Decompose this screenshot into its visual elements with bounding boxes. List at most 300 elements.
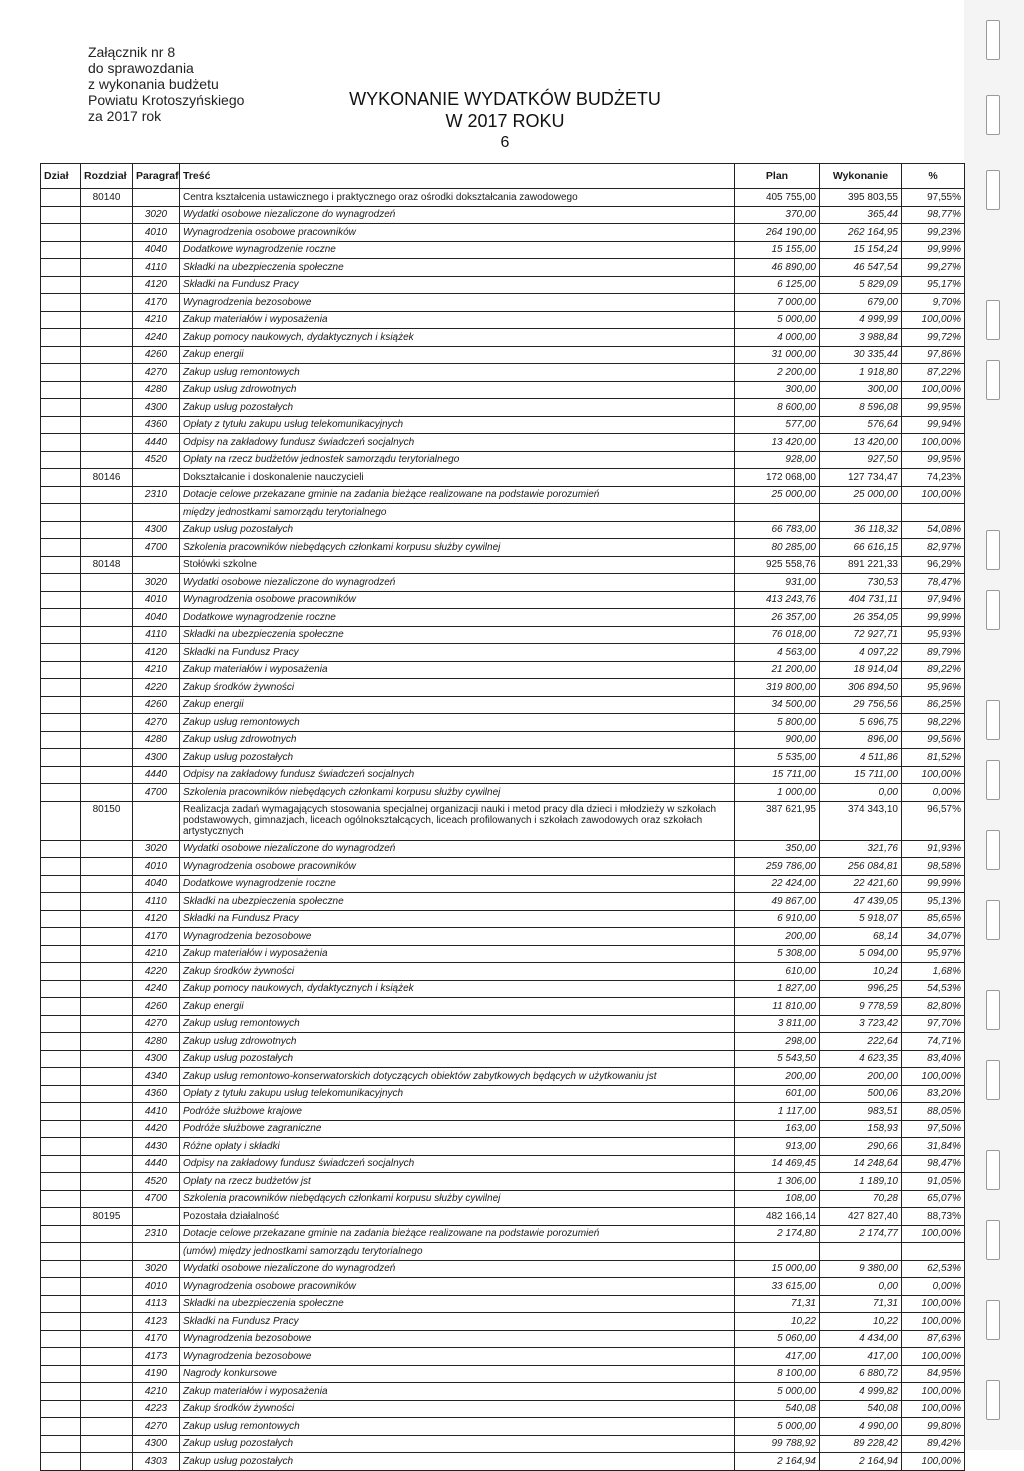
cell-percent: 89,42% (902, 1435, 965, 1453)
cell-dzial (41, 679, 81, 697)
cell-paragraf: 4223 (133, 1400, 180, 1418)
cell-percent: 97,50% (902, 1120, 965, 1138)
table-row (41, 1225, 965, 1243)
cell-tresc: Zakup energii (180, 346, 735, 364)
cell-wykonanie: 891 221,33 (820, 556, 902, 574)
cell-dzial (41, 714, 81, 732)
binding-mark (986, 700, 1000, 740)
cell-plan: 413 243,76 (735, 591, 820, 609)
cell-wykonanie: 5 918,07 (820, 910, 902, 928)
cell-tresc: Wynagrodzenia bezosobowe (180, 1330, 735, 1348)
cell-plan: 925 558,76 (735, 556, 820, 574)
cell-tresc: Zakup energii (180, 696, 735, 714)
cell-paragraf (133, 1243, 180, 1261)
cell-rozdzial: 80148 (81, 556, 133, 574)
cell-rozdzial (81, 1348, 133, 1366)
cell-tresc: Dotacje celowe przekazane gminie na zadania bieżące realizowane na podstawie porozumień (180, 486, 735, 504)
cell-percent (902, 1243, 965, 1261)
cell-percent: 98,47% (902, 1155, 965, 1173)
cell-dzial (41, 1085, 81, 1103)
cell-paragraf: 4700 (133, 784, 180, 802)
cell-percent: 98,22% (902, 714, 965, 732)
cell-paragraf (133, 801, 180, 840)
cell-dzial (41, 1103, 81, 1121)
cell-tresc: Zakup usług remontowych (180, 364, 735, 382)
cell-wykonanie: 70,28 (820, 1190, 902, 1208)
cell-dzial (41, 1050, 81, 1068)
cell-dzial (41, 1453, 81, 1471)
table-row (41, 609, 965, 627)
cell-wykonanie: 321,76 (820, 840, 902, 858)
cell-paragraf: 4120 (133, 910, 180, 928)
binding-mark (986, 170, 1000, 210)
attachment-line: Załącznik nr 8 (88, 44, 176, 60)
cell-percent: 100,00% (902, 766, 965, 784)
cell-rozdzial (81, 259, 133, 277)
cell-wykonanie: 4 999,82 (820, 1383, 902, 1401)
cell-dzial (41, 539, 81, 557)
cell-dzial (41, 893, 81, 911)
cell-plan: 5 800,00 (735, 714, 820, 732)
cell-wykonanie: 262 164,95 (820, 224, 902, 242)
cell-wykonanie: 2 164,94 (820, 1453, 902, 1471)
cell-plan: 405 755,00 (735, 189, 820, 207)
cell-percent: 95,17% (902, 276, 965, 294)
cell-plan: 931,00 (735, 574, 820, 592)
cell-rozdzial (81, 928, 133, 946)
cell-plan: 15 711,00 (735, 766, 820, 784)
cell-percent: 99,99% (902, 609, 965, 627)
cell-percent: 100,00% (902, 381, 965, 399)
cell-dzial (41, 1190, 81, 1208)
cell-dzial (41, 364, 81, 382)
cell-wykonanie: 25 000,00 (820, 486, 902, 504)
cell-paragraf: 4440 (133, 766, 180, 784)
table-row (41, 1383, 965, 1401)
cell-percent: 99,80% (902, 1418, 965, 1436)
table-row (41, 980, 965, 998)
cell-rozdzial (81, 504, 133, 522)
cell-tresc: Zakup usług pozostałych (180, 1453, 735, 1471)
cell-percent: 100,00% (902, 1068, 965, 1086)
cell-paragraf: 4240 (133, 980, 180, 998)
cell-tresc: Zakup usług pozostałych (180, 1435, 735, 1453)
cell-paragraf: 4170 (133, 928, 180, 946)
cell-wykonanie: 8 596,08 (820, 399, 902, 417)
cell-percent: 89,79% (902, 644, 965, 662)
cell-wykonanie: 46 547,54 (820, 259, 902, 277)
cell-rozdzial (81, 840, 133, 858)
cell-dzial (41, 1138, 81, 1156)
cell-plan: 5 000,00 (735, 1418, 820, 1436)
cell-plan: 5 060,00 (735, 1330, 820, 1348)
cell-dzial (41, 1365, 81, 1383)
cell-plan: 601,00 (735, 1085, 820, 1103)
cell-paragraf: 4520 (133, 451, 180, 469)
cell-dzial (41, 224, 81, 242)
cell-rozdzial (81, 1050, 133, 1068)
binding-mark (986, 300, 1000, 340)
cell-percent: 78,47% (902, 574, 965, 592)
cell-dzial (41, 381, 81, 399)
cell-wykonanie: 4 434,00 (820, 1330, 902, 1348)
cell-wykonanie: 290,66 (820, 1138, 902, 1156)
cell-plan: 46 890,00 (735, 259, 820, 277)
cell-tresc: Dodatkowe wynagrodzenie roczne (180, 609, 735, 627)
cell-wykonanie: 540,08 (820, 1400, 902, 1418)
cell-plan: 7 000,00 (735, 294, 820, 312)
cell-dzial (41, 980, 81, 998)
cell-wykonanie: 4 999,99 (820, 311, 902, 329)
table-header (41, 164, 965, 189)
cell-wykonanie: 127 734,47 (820, 469, 902, 487)
cell-plan: 26 357,00 (735, 609, 820, 627)
cell-dzial (41, 910, 81, 928)
cell-tresc: Zakup usług pozostałych (180, 399, 735, 417)
cell-wykonanie: 14 248,64 (820, 1155, 902, 1173)
cell-wykonanie (820, 1243, 902, 1261)
cell-plan: 610,00 (735, 963, 820, 981)
cell-dzial (41, 766, 81, 784)
cell-dzial (41, 840, 81, 858)
cell-rozdzial (81, 1085, 133, 1103)
table-row (41, 1033, 965, 1051)
cell-rozdzial (81, 1173, 133, 1191)
table-row (41, 766, 965, 784)
cell-plan: 76 018,00 (735, 626, 820, 644)
table-row (41, 241, 965, 259)
cell-plan: 4 000,00 (735, 329, 820, 347)
cell-tresc: Odpisy na zakładowy fundusz świadczeń socjalnych (180, 1155, 735, 1173)
cell-wykonanie: 4 990,00 (820, 1418, 902, 1436)
cell-rozdzial (81, 1068, 133, 1086)
cell-percent: 99,99% (902, 241, 965, 259)
cell-plan: 1 000,00 (735, 784, 820, 802)
cell-percent: 100,00% (902, 311, 965, 329)
table-row (41, 1085, 965, 1103)
cell-paragraf (133, 189, 180, 207)
cell-tresc: Zakup pomocy naukowych, dydaktycznych i książek (180, 980, 735, 998)
cell-tresc: Dokształcanie i doskonalenie nauczycieli (180, 469, 735, 487)
cell-tresc: Opłaty na rzecz budżetów jst (180, 1173, 735, 1191)
cell-rozdzial (81, 224, 133, 242)
cell-rozdzial (81, 1260, 133, 1278)
cell-percent: 31,84% (902, 1138, 965, 1156)
cell-plan: 482 166,14 (735, 1208, 820, 1226)
cell-tresc: Zakup materiałów i wyposażenia (180, 945, 735, 963)
cell-paragraf: 4303 (133, 1453, 180, 1471)
table-row (41, 1348, 965, 1366)
cell-plan: 5 308,00 (735, 945, 820, 963)
cell-percent: 88,05% (902, 1103, 965, 1121)
table-row (41, 1103, 965, 1121)
table-row (41, 696, 965, 714)
cell-percent: 95,93% (902, 626, 965, 644)
cell-tresc: Opłaty z tytułu zakupu usług telekomunikacyjnych (180, 416, 735, 434)
table-row (41, 1138, 965, 1156)
cell-wykonanie: 9 778,59 (820, 998, 902, 1016)
cell-wykonanie: 4 097,22 (820, 644, 902, 662)
cell-tresc: Dotacje celowe przekazane gminie na zadania bieżące realizowane na podstawie porozumień (180, 1225, 735, 1243)
cell-paragraf: 4120 (133, 644, 180, 662)
cell-plan: 577,00 (735, 416, 820, 434)
table-row (41, 1453, 965, 1471)
cell-dzial (41, 963, 81, 981)
cell-plan: 5 535,00 (735, 749, 820, 767)
cell-plan: 387 621,95 (735, 801, 820, 840)
cell-percent: 87,63% (902, 1330, 965, 1348)
cell-plan: 25 000,00 (735, 486, 820, 504)
cell-paragraf: 4120 (133, 276, 180, 294)
cell-tresc: Szkolenia pracowników niebędących członkami korpusu służby cywilnej (180, 1190, 735, 1208)
attachment-line: z wykonania budżetu (88, 76, 219, 92)
cell-dzial (41, 731, 81, 749)
cell-tresc: Zakup usług remontowych (180, 1418, 735, 1436)
cell-wykonanie: 15 711,00 (820, 766, 902, 784)
cell-paragraf: 4270 (133, 1015, 180, 1033)
cell-plan: 259 786,00 (735, 858, 820, 876)
table-row (41, 416, 965, 434)
table-row (41, 679, 965, 697)
cell-tresc: Zakup środków żywności (180, 679, 735, 697)
table-row (41, 556, 965, 574)
cell-percent: 54,53% (902, 980, 965, 998)
cell-rozdzial: 80140 (81, 189, 133, 207)
attachment-line: za 2017 rok (88, 108, 162, 124)
binding-mark (986, 95, 1000, 135)
cell-rozdzial (81, 539, 133, 557)
cell-wykonanie: 256 084,81 (820, 858, 902, 876)
cell-rozdzial (81, 784, 133, 802)
cell-wykonanie: 15 154,24 (820, 241, 902, 259)
table-row (41, 893, 965, 911)
cell-wykonanie: 47 439,05 (820, 893, 902, 911)
table-row (41, 910, 965, 928)
cell-plan: 900,00 (735, 731, 820, 749)
cell-wykonanie: 3 988,84 (820, 329, 902, 347)
table-row (41, 1400, 965, 1418)
cell-dzial (41, 189, 81, 207)
cell-paragraf: 4010 (133, 224, 180, 242)
cell-rozdzial (81, 346, 133, 364)
cell-rozdzial (81, 276, 133, 294)
table-row (41, 1243, 965, 1261)
cell-rozdzial (81, 206, 133, 224)
cell-paragraf: 4340 (133, 1068, 180, 1086)
cell-tresc: Wynagrodzenia osobowe pracowników (180, 224, 735, 242)
cell-dzial (41, 998, 81, 1016)
cell-wykonanie: 5 829,09 (820, 276, 902, 294)
table-row (41, 801, 965, 840)
table-row (41, 928, 965, 946)
cell-dzial (41, 928, 81, 946)
cell-percent: 100,00% (902, 1295, 965, 1313)
cell-percent: 62,53% (902, 1260, 965, 1278)
cell-dzial (41, 1225, 81, 1243)
cell-wykonanie: 5 696,75 (820, 714, 902, 732)
cell-dzial (41, 1120, 81, 1138)
table-row (41, 451, 965, 469)
cell-tresc: Zakup usług remontowo-konserwatorskich dotyczących obiektów zabytkowych będących w użytkowaniu jst (180, 1068, 735, 1086)
cell-wykonanie: 4 623,35 (820, 1050, 902, 1068)
cell-paragraf: 4280 (133, 381, 180, 399)
cell-paragraf: 4440 (133, 1155, 180, 1173)
cell-percent: 82,97% (902, 539, 965, 557)
cell-paragraf: 3020 (133, 840, 180, 858)
cell-wykonanie: 13 420,00 (820, 434, 902, 452)
cell-paragraf: 4300 (133, 749, 180, 767)
cell-plan: 200,00 (735, 1068, 820, 1086)
cell-plan: 11 810,00 (735, 998, 820, 1016)
cell-percent: 100,00% (902, 1453, 965, 1471)
cell-wykonanie: 500,06 (820, 1085, 902, 1103)
cell-dzial (41, 311, 81, 329)
table-row (41, 963, 965, 981)
cell-plan (735, 1243, 820, 1261)
cell-tresc: Składki na Fundusz Pracy (180, 910, 735, 928)
cell-rozdzial (81, 963, 133, 981)
cell-tresc: Zakup usług remontowych (180, 714, 735, 732)
cell-wykonanie: 417,00 (820, 1348, 902, 1366)
cell-wykonanie: 4 511,86 (820, 749, 902, 767)
cell-wykonanie: 89 228,42 (820, 1435, 902, 1453)
header-paragraf: Paragraf (133, 164, 180, 189)
cell-wykonanie: 306 894,50 (820, 679, 902, 697)
cell-dzial (41, 329, 81, 347)
attachment-note (88, 44, 244, 124)
cell-percent: 96,57% (902, 801, 965, 840)
cell-wykonanie: 22 421,60 (820, 875, 902, 893)
cell-rozdzial (81, 294, 133, 312)
cell-percent: 100,00% (902, 486, 965, 504)
binding-mark (986, 530, 1000, 570)
cell-paragraf: 4190 (133, 1365, 180, 1383)
cell-paragraf: 4280 (133, 731, 180, 749)
cell-tresc: Zakup usług zdrowotnych (180, 1033, 735, 1051)
cell-paragraf (133, 469, 180, 487)
cell-plan: 300,00 (735, 381, 820, 399)
cell-rozdzial (81, 893, 133, 911)
table-row (41, 858, 965, 876)
cell-percent: 88,73% (902, 1208, 965, 1226)
cell-tresc: Wydatki osobowe niezaliczone do wynagrodzeń (180, 574, 735, 592)
cell-plan: 8 600,00 (735, 399, 820, 417)
cell-percent: 99,72% (902, 329, 965, 347)
cell-plan: 5 543,50 (735, 1050, 820, 1068)
cell-rozdzial (81, 1190, 133, 1208)
binding-mark (986, 20, 1000, 60)
table-row (41, 1068, 965, 1086)
cell-percent: 99,23% (902, 224, 965, 242)
cell-percent: 99,95% (902, 451, 965, 469)
binding-mark (986, 1380, 1000, 1420)
cell-percent: 98,58% (902, 858, 965, 876)
cell-paragraf: 4210 (133, 945, 180, 963)
cell-percent: 91,93% (902, 840, 965, 858)
cell-plan: 1 827,00 (735, 980, 820, 998)
cell-paragraf: 3020 (133, 206, 180, 224)
cell-paragraf: 4110 (133, 626, 180, 644)
table-row (41, 749, 965, 767)
cell-plan: 15 000,00 (735, 1260, 820, 1278)
cell-percent: 99,27% (902, 259, 965, 277)
cell-plan: 417,00 (735, 1348, 820, 1366)
cell-plan: 21 200,00 (735, 661, 820, 679)
cell-percent: 100,00% (902, 1400, 965, 1418)
cell-paragraf: 4300 (133, 521, 180, 539)
cell-paragraf: 4270 (133, 1418, 180, 1436)
cell-paragraf: 4410 (133, 1103, 180, 1121)
cell-tresc: Stołówki szkolne (180, 556, 735, 574)
cell-paragraf: 4220 (133, 963, 180, 981)
cell-wykonanie: 18 914,04 (820, 661, 902, 679)
cell-paragraf: 4010 (133, 591, 180, 609)
cell-paragraf (133, 1208, 180, 1226)
cell-rozdzial (81, 329, 133, 347)
cell-dzial (41, 521, 81, 539)
cell-rozdzial (81, 1015, 133, 1033)
cell-paragraf: 4040 (133, 241, 180, 259)
cell-rozdzial (81, 451, 133, 469)
cell-rozdzial (81, 731, 133, 749)
cell-paragraf: 4300 (133, 1435, 180, 1453)
cell-paragraf: 4220 (133, 679, 180, 697)
cell-percent: 84,95% (902, 1365, 965, 1383)
cell-plan: 1 117,00 (735, 1103, 820, 1121)
table-row (41, 1173, 965, 1191)
cell-tresc: Składki na Fundusz Pracy (180, 644, 735, 662)
binding-marks (986, 0, 1006, 1450)
cell-tresc: Zakup usług pozostałych (180, 1050, 735, 1068)
cell-wykonanie: 158,93 (820, 1120, 902, 1138)
cell-rozdzial (81, 486, 133, 504)
cell-paragraf: 4260 (133, 998, 180, 1016)
cell-wykonanie: 10,24 (820, 963, 902, 981)
cell-rozdzial (81, 1103, 133, 1121)
cell-dzial (41, 1330, 81, 1348)
cell-tresc: Zakup środków żywności (180, 1400, 735, 1418)
cell-plan: 3 811,00 (735, 1015, 820, 1033)
cell-wykonanie: 896,00 (820, 731, 902, 749)
cell-plan: 2 200,00 (735, 364, 820, 382)
cell-percent: 100,00% (902, 434, 965, 452)
table-row (41, 206, 965, 224)
table-row (41, 364, 965, 382)
cell-wykonanie: 404 731,11 (820, 591, 902, 609)
cell-percent: 97,70% (902, 1015, 965, 1033)
cell-rozdzial (81, 311, 133, 329)
cell-dzial (41, 644, 81, 662)
cell-rozdzial (81, 399, 133, 417)
cell-paragraf: 4040 (133, 609, 180, 627)
cell-wykonanie: 200,00 (820, 1068, 902, 1086)
cell-percent: 34,07% (902, 928, 965, 946)
cell-percent: 85,65% (902, 910, 965, 928)
cell-wykonanie: 1 189,10 (820, 1173, 902, 1191)
binding-mark (986, 990, 1000, 1030)
cell-paragraf: 4430 (133, 1138, 180, 1156)
cell-plan: 913,00 (735, 1138, 820, 1156)
cell-tresc: Zakup materiałów i wyposażenia (180, 311, 735, 329)
cell-percent: 65,07% (902, 1190, 965, 1208)
cell-plan: 163,00 (735, 1120, 820, 1138)
cell-wykonanie: 10,22 (820, 1313, 902, 1331)
cell-plan: 13 420,00 (735, 434, 820, 452)
cell-dzial (41, 1173, 81, 1191)
header-dzial: Dział (41, 164, 81, 189)
cell-paragraf: 4110 (133, 259, 180, 277)
cell-tresc: Składki na ubezpieczenia społeczne (180, 1295, 735, 1313)
